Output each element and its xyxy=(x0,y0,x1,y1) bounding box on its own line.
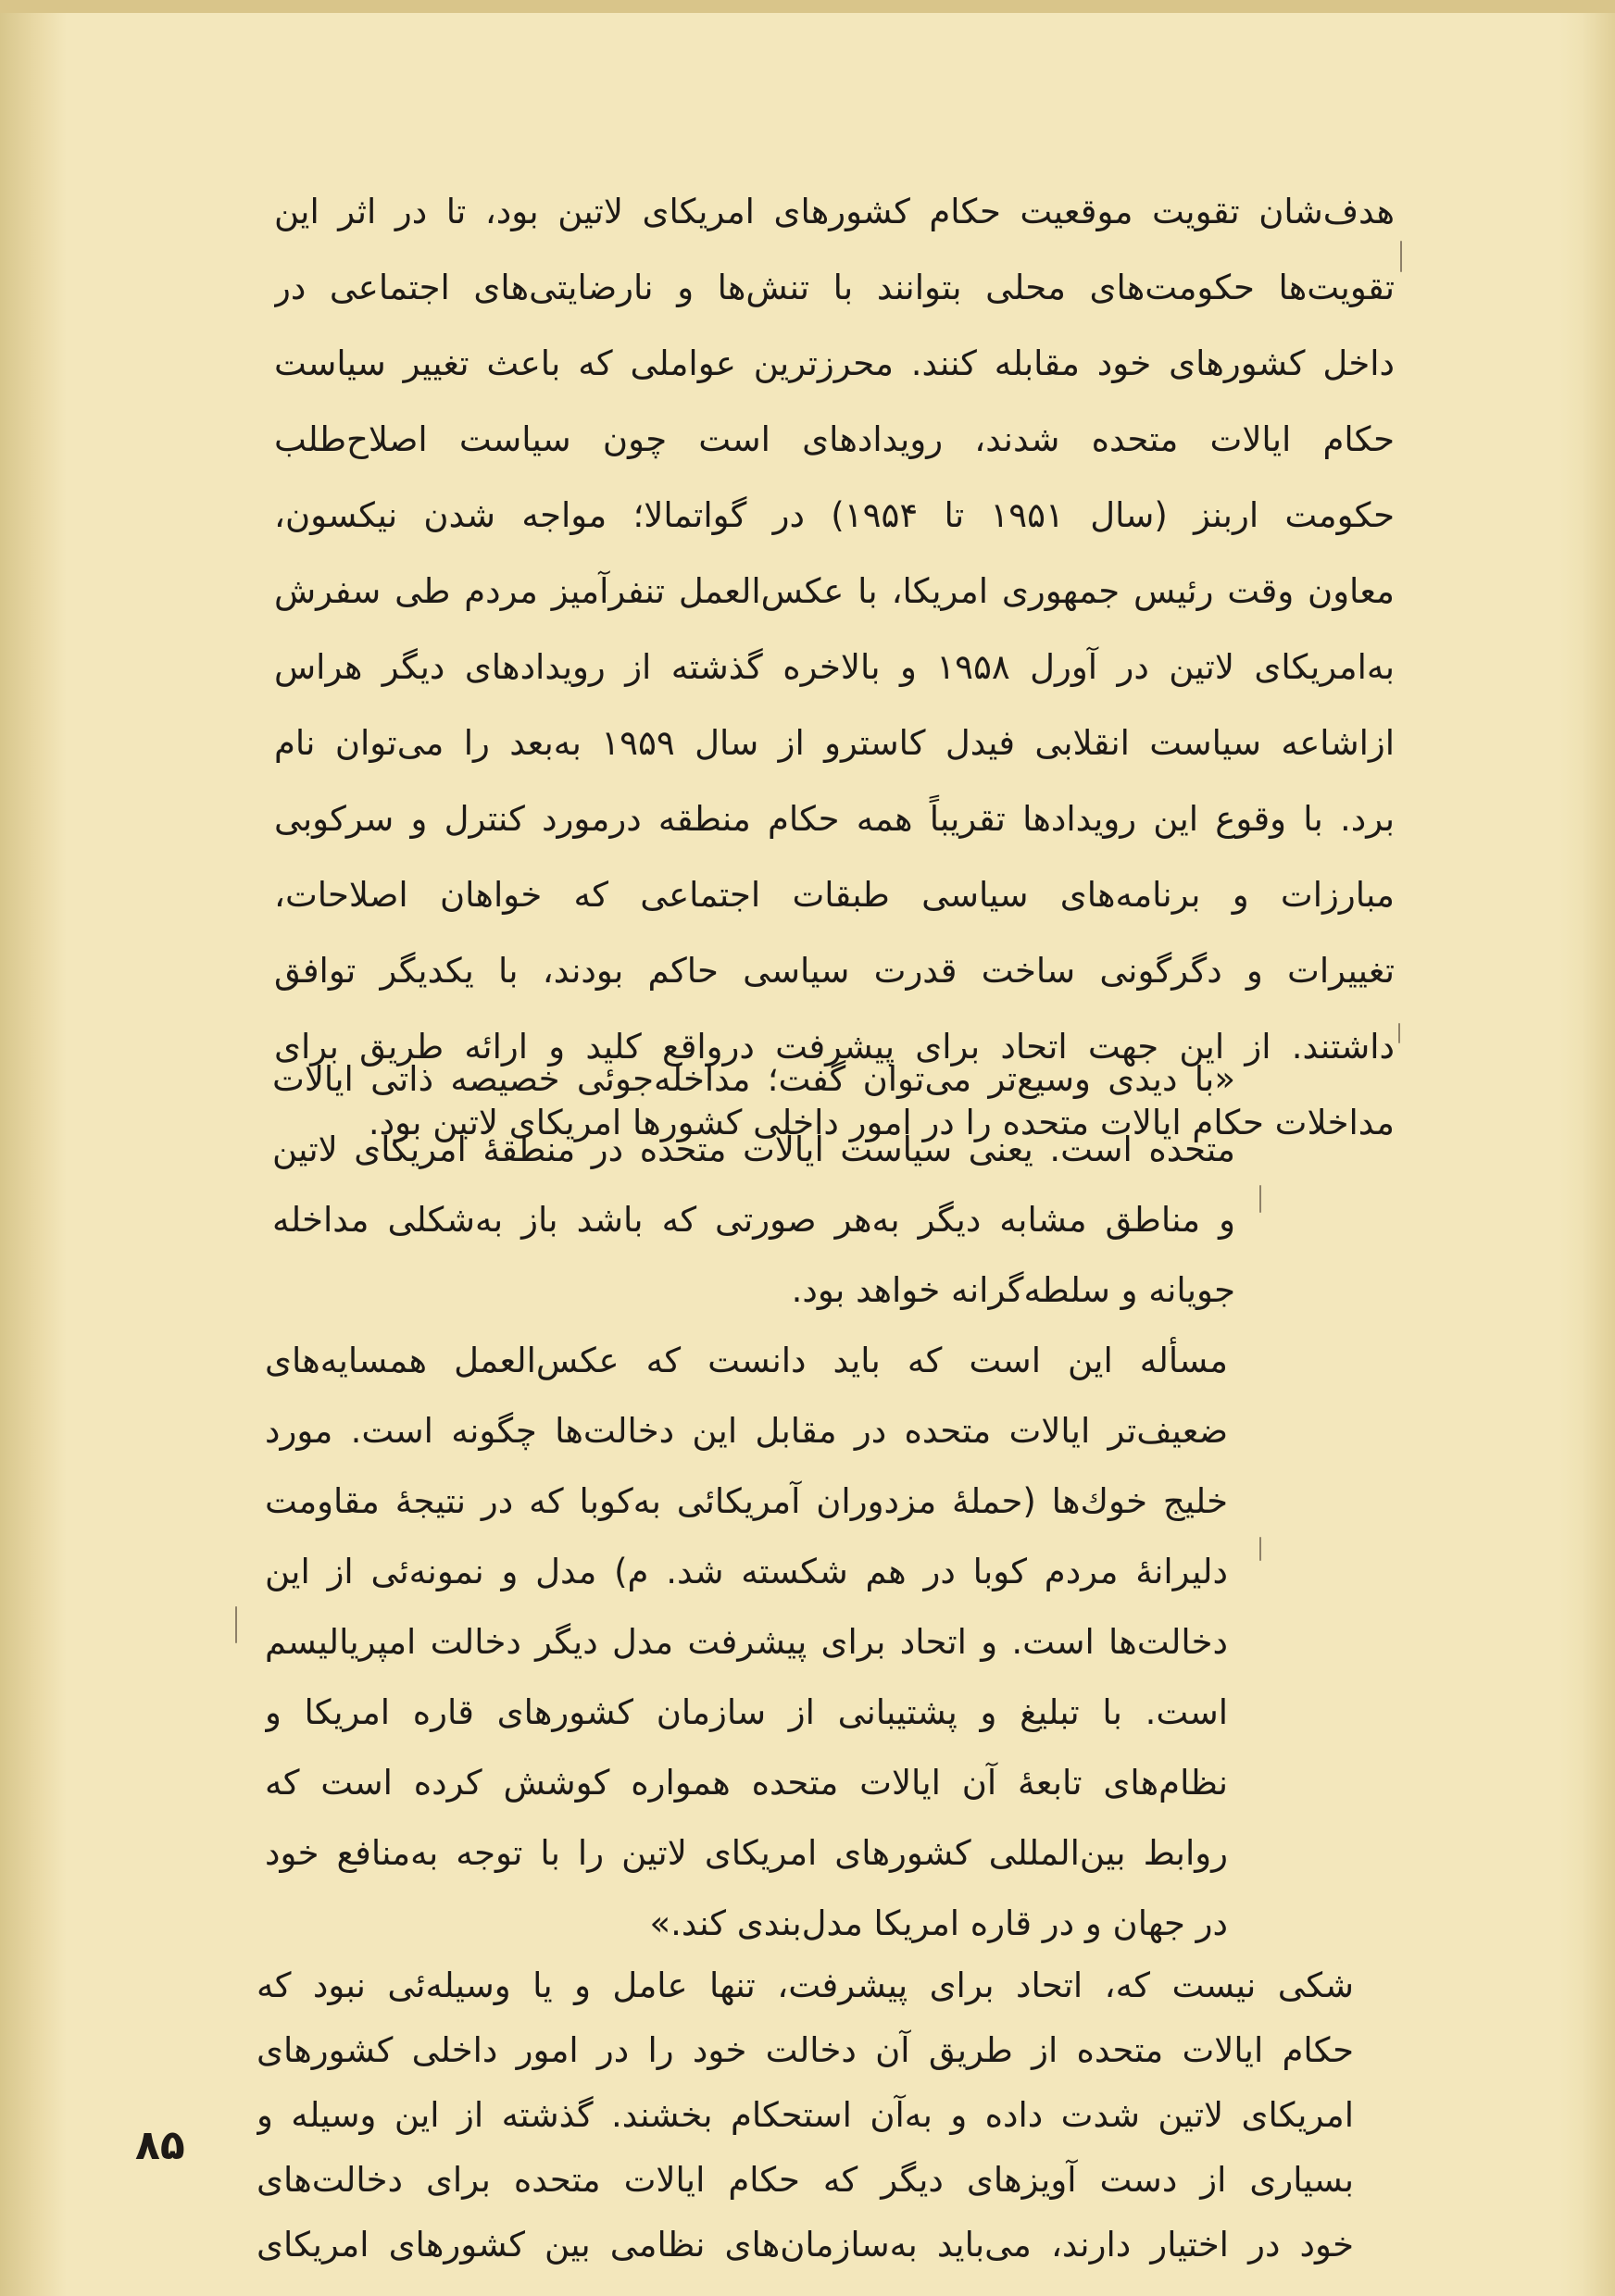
text-line: معاون وقت رئیس جمهوری امریکا، با عکس‌العمل تنفرآمیز مردم طی سفرش xyxy=(274,571,1395,611)
quote-line: در جهان و در قاره امریکا مدل‌بندی کند.» xyxy=(649,1903,1228,1943)
text-line: داخل کشورهای خود مقابله کنند. محرزترین عواملی که باعث تغییر سیاست xyxy=(274,343,1395,383)
text-line: مداخلات حکام ایالات متحده را در امور داخلی کشورها امریکای لاتین بود. xyxy=(368,1103,1395,1142)
page-right-shadow xyxy=(1559,0,1615,2296)
quote-line: روابط بین‌المللی کشورهای امریکای لاتین را با توجه به‌منافع خود xyxy=(265,1833,1228,1873)
quote-line: ضعیف‌تر ایالات متحده در مقابل این دخالت‌ها چگونه است. مورد xyxy=(265,1411,1228,1451)
quote-line: نظام‌های تابعهٔ آن ایالات متحده همواره کوشش کرده است که xyxy=(265,1763,1228,1803)
text-line: امریکای لاتین شدت داده و به‌آن استحکام بخشند. گذشته از این وسیله و xyxy=(257,2095,1354,2135)
margin-mark xyxy=(1259,1185,1261,1213)
page-left-shadow xyxy=(0,0,67,2296)
quote-line: جویانه و سلطه‌گرانه خواهد بود. xyxy=(791,1270,1235,1310)
page-top-edge xyxy=(0,0,1615,13)
text-line: داشتند. از این جهت اتحاد برای پیشرفت درواقع کلید و ارائه طریق برای xyxy=(274,1027,1395,1067)
text-line: بسیاری از دست آویزهای دیگر که حکام ایالات متحده برای دخالت‌های xyxy=(257,2160,1354,2200)
margin-mark xyxy=(1398,1023,1400,1043)
text-line: برد. با وقوع این رویدادها تقریباً همه حکام منطقه درمورد کنترل و سرکوبی xyxy=(274,799,1395,839)
text-line: ازاشاعه سیاست انقلابی فیدل کاسترو از سال ۱۹۵۹ به‌بعد را می‌توان نام xyxy=(274,723,1395,763)
quote-line: و مناطق مشابه دیگر به‌هر صورتی که باشد باز به‌شکلی مداخله xyxy=(272,1200,1235,1240)
text-line: خود در اختیار دارند، می‌باید به‌سازمان‌های نظامی بین کشورهای امریکای xyxy=(257,2225,1354,2265)
quote-line: دلیرانهٔ مردم کوبا در هم شکسته شد. م) مدل و نمونه‌ئی از این xyxy=(265,1552,1228,1591)
text-line: تقویت‌ها حکومت‌های محلی بتوانند با تنش‌ها و نارضایتی‌های اجتماعی در xyxy=(274,268,1395,307)
text-line: حکام ایالات متحده شدند، رویدادهای است چون سیاست اصلاح‌طلب xyxy=(274,419,1395,459)
quote-line: «با دیدی وسیع‌تر می‌توان گفت؛ مداخله‌جوئی خصیصه ذاتی ایالات xyxy=(272,1059,1235,1099)
quote-line: است. با تبلیغ و پشتیبانی از سازمان کشورهای قاره امریکا و xyxy=(265,1692,1228,1732)
text-line: تغییرات و دگرگونی ساخت قدرت سیاسی حاکم بودند، با یکدیگر توافق xyxy=(274,951,1395,991)
paragraph-opening xyxy=(274,174,1395,1161)
text-line: حکومت اربنز (سال ۱۹۵۱ تا ۱۹۵۴) در گواتمالا؛ مواجه شدن نیکسون، xyxy=(274,495,1395,535)
paragraph-closing xyxy=(257,1953,1354,2277)
text-line: شکی نیست که، اتحاد برای پیشرفت، تنها عامل و یا وسیله‌ئی نبود که xyxy=(257,1965,1354,2005)
margin-mark xyxy=(1259,1537,1261,1561)
quote-block-2 xyxy=(265,1326,1228,1959)
text-line: به‌امریکای لاتین در آورل ۱۹۵۸ و بالاخره گذشته از رویدادهای دیگر هراس xyxy=(274,647,1395,687)
margin-mark xyxy=(1400,241,1402,272)
text-line: هدف‌شان تقویت موقعیت حکام کشورهای امریکای لاتین بود، تا در اثر این xyxy=(274,192,1395,231)
quote-line: مسأله این است که باید دانست که عکس‌العمل همسایه‌های xyxy=(265,1341,1228,1380)
text-line: حکام ایالات متحده از طریق آن دخالت خود را در امور داخلی کشورهای xyxy=(257,2030,1354,2070)
quote-line: متحده است. یعنی سیاست ایالات متحده در منطقهٔ امریکای لاتین xyxy=(272,1129,1235,1169)
page-number: ۸۵ xyxy=(135,2122,185,2169)
text-line: مبارزات و برنامه‌های سیاسی طبقات اجتماعی که خواهان اصلاحات، xyxy=(274,875,1395,915)
margin-mark xyxy=(235,1606,237,1643)
quote-block-1 xyxy=(272,1044,1235,1326)
quote-line: خلیج خوك‌ها (حملهٔ مزدوران آمریکائی به‌کوبا که در نتیجهٔ مقاومت xyxy=(265,1481,1228,1521)
quote-line: دخالت‌ها است. و اتحاد برای پیشرفت مدل دیگر دخالت امپریالیسم xyxy=(265,1622,1228,1662)
